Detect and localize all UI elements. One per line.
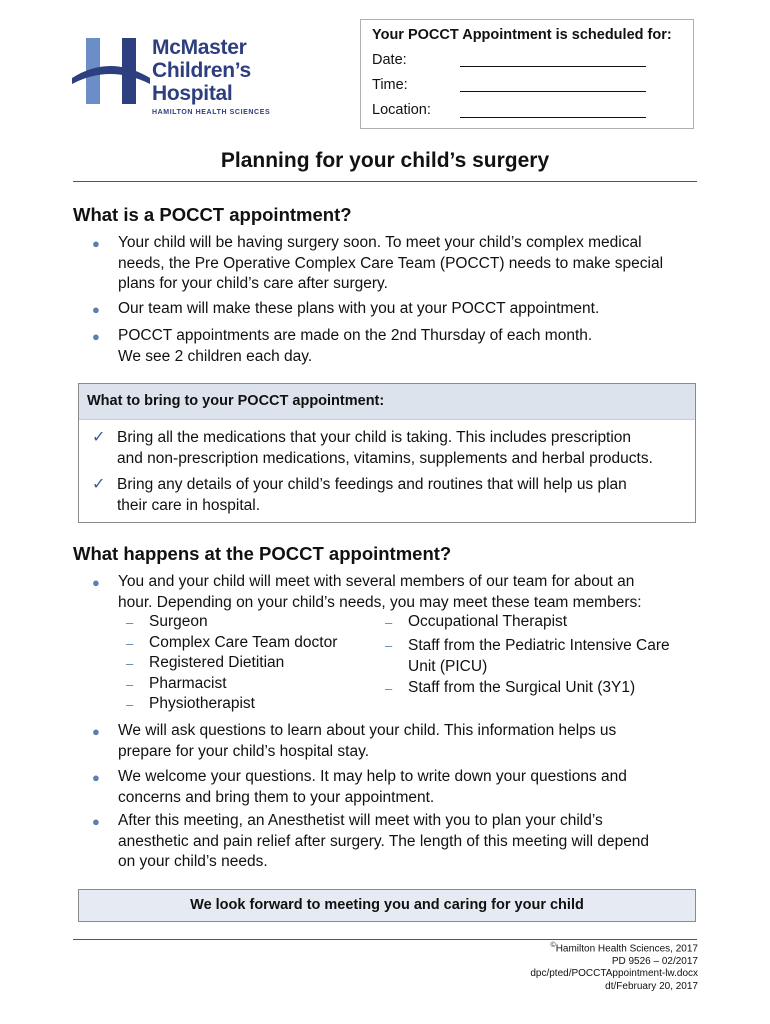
dash-icon: – <box>385 615 393 630</box>
bring-box-heading: What to bring to your POCCT appointment: <box>87 393 385 409</box>
date-label: Date: <box>372 52 407 68</box>
team-member: Staff from the Pediatric Intensive Care Unit (PICU) <box>408 637 670 675</box>
appointment-heading: Your POCCT Appointment is scheduled for: <box>372 27 672 43</box>
hospital-subtitle: HAMILTON HEALTH SCIENCES <box>152 109 271 116</box>
dash-icon: – <box>126 636 134 651</box>
bullet-icon: ● <box>92 770 100 785</box>
team-member: Surgeon <box>149 613 208 630</box>
bullet-icon: ● <box>92 329 100 344</box>
dash-icon: – <box>385 681 393 696</box>
time-line <box>460 91 646 92</box>
team-member: Staff from the Surgical Unit (3Y1) <box>408 679 636 696</box>
date-line <box>460 66 646 67</box>
checkmark-icon: ✓ <box>92 429 106 446</box>
checkmark-icon: ✓ <box>92 476 106 493</box>
section-heading-what-happens: What happens at the POCCT appointment? <box>73 543 452 564</box>
hospital-name: McMaster Children’s Hospital <box>152 36 251 105</box>
team-member: Physiotherapist <box>149 695 255 712</box>
list-item: Our team will make these plans with you at your POCCT appointment. <box>118 300 600 317</box>
list-item: You and your child will meet with several members of our team for about an hour. Depending on your child’s needs, you may meet these team members: <box>118 573 642 611</box>
team-member: Complex Care Team doctor <box>149 634 338 651</box>
team-member: Occupational Therapist <box>408 613 568 630</box>
footer: ©Hamilton Health Sciences, 2017 PD 9526 – 02/2017 dpc/pted/POCCTAppointment-lw.docx dt/February 20, 2017 <box>530 942 698 992</box>
dash-icon: – <box>126 697 134 712</box>
dash-icon: – <box>126 656 134 671</box>
dash-icon: – <box>126 677 134 692</box>
copyright-symbol: © <box>550 942 556 949</box>
bullet-icon: ● <box>92 575 100 590</box>
title-divider <box>73 181 697 182</box>
bullet-icon: ● <box>92 236 100 251</box>
list-item: After this meeting, an Anesthetist will meet with you to plan your child’s anesthetic and pain relief after surgery. The length of this meeting will depend on your child’s needs. <box>118 812 650 870</box>
team-member: Pharmacist <box>149 675 227 692</box>
list-item: Bring any details of your child’s feedings and routines that will help us plan their care in hospital. <box>117 476 627 514</box>
location-line <box>460 117 646 118</box>
closing-message: We look forward to meeting you and caring for your child <box>190 897 584 913</box>
section-heading-what-is: What is a POCCT appointment? <box>73 204 352 225</box>
list-item: We will ask questions to learn about your child. This information helps us prepare for your child’s hospital stay. <box>118 722 617 760</box>
list-item: POCCT appointments are made on the 2nd Thursday of each month. We see 2 children each day. <box>118 327 593 365</box>
list-item: We welcome your questions. It may help to write down your questions and concerns and bring them to your appointment. <box>118 768 627 806</box>
time-label: Time: <box>372 77 408 93</box>
bullet-icon: ● <box>92 302 100 317</box>
team-member: Registered Dietitian <box>149 654 285 671</box>
bullet-icon: ● <box>92 724 100 739</box>
list-item: Your child will be having surgery soon. To meet your child’s complex medical needs, the Pre Operative Complex Care Team (POCCT) needs to make special plans for your child’s care after surgery. <box>118 234 664 292</box>
bullet-icon: ● <box>92 814 100 829</box>
dash-icon: – <box>385 638 393 653</box>
list-item: Bring all the medications that your child is taking. This includes prescription and non-prescription medications, vitamins, supplements and herbal products. <box>117 429 653 467</box>
location-label: Location: <box>372 102 431 118</box>
page-title: Planning for your child’s surgery <box>220 149 550 172</box>
dash-icon: – <box>126 615 134 630</box>
